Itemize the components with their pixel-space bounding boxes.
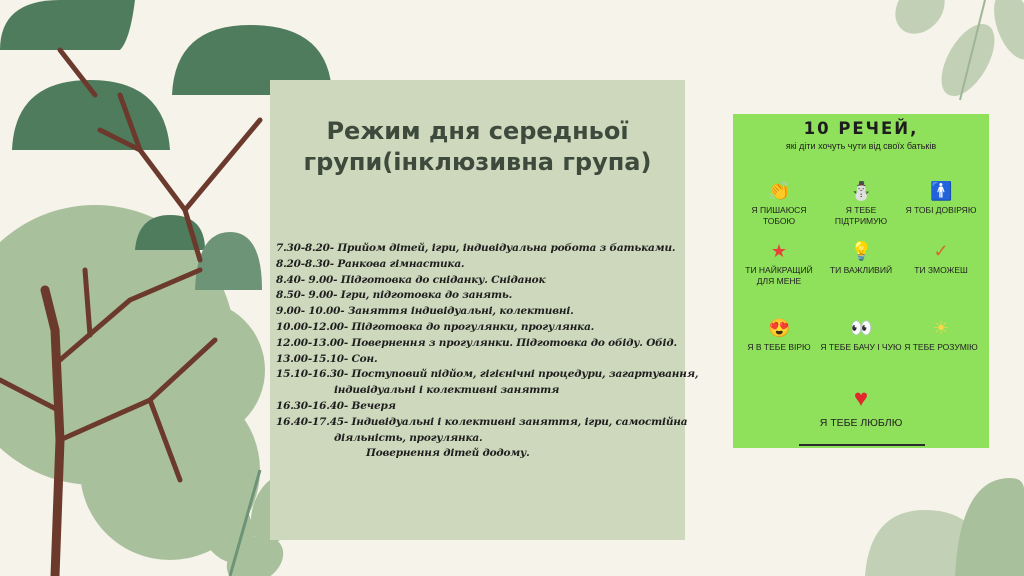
- item-support: [819, 180, 903, 227]
- schedule-item-continued: індивідуальні і колективні заняття: [334, 384, 560, 397]
- schedule-item: 12.00-13.00- Повернення з прогулянки. Підготовка до обіду. Обід.: [276, 336, 677, 349]
- ten-things-card: [733, 114, 989, 448]
- item-understand: [899, 317, 983, 353]
- page-title: [270, 116, 685, 178]
- title-line-1: Режим дня середньої: [326, 117, 629, 145]
- gingerbread-icon: ⛄: [850, 181, 873, 201]
- lightbulb-icon: 💡: [850, 241, 873, 261]
- heart-eyes-icon: 😍: [768, 318, 791, 338]
- item-trust: [899, 180, 983, 216]
- schedule-item: 9.00- 10.00- Заняття індивідуальні, колективні.: [276, 305, 574, 318]
- eyes-icon: 👀: [850, 318, 873, 338]
- schedule-item: 13.00-15.10- Сон.: [276, 352, 378, 365]
- item-label: Я ТЕБЕ РОЗУМІЮ: [904, 342, 978, 352]
- item-important: [819, 240, 903, 276]
- item-love: [791, 385, 931, 429]
- item-label: ТИ ВАЖЛИВИЙ: [829, 265, 893, 275]
- item-best: [737, 240, 821, 287]
- item-label: Я ТЕБЕ БАЧУ І ЧУЮ: [820, 342, 902, 352]
- leaf-shape: [931, 15, 1006, 104]
- schedule-panel: [270, 80, 699, 540]
- dark-canopy: [0, 0, 135, 50]
- item-label: Я ТОБІ ДОВІРЯЮ: [905, 205, 977, 215]
- item-label: ТИ ЗМОЖЕШ: [914, 265, 968, 275]
- clapping-hands-icon: 👏: [768, 181, 791, 201]
- card-title: 10 РЕЧЕЙ,: [803, 119, 919, 138]
- schedule-item: 8.20-8.30- Ранкова гімнастика.: [276, 257, 465, 270]
- shrub: [955, 478, 1024, 576]
- item-label: Я ТЕБЕ ПІДТРИМУЮ: [834, 205, 888, 226]
- item-label: ТИ НАЙКРАЩИЙ ДЛЯ МЕНЕ: [745, 265, 813, 286]
- heart-icon: ♥: [853, 385, 869, 412]
- person-icon: 🚹: [930, 181, 953, 201]
- item-label: Я ТЕБЕ ЛЮБЛЮ: [819, 417, 903, 429]
- card-subtitle: які діти хочуть чути від своїх батьків: [785, 141, 937, 151]
- star-icon: ★: [770, 241, 788, 261]
- item-proud: [737, 180, 821, 227]
- item-believe: [737, 317, 821, 353]
- schedule-item: 7.30-8.20- Прийом дітей, ігри, індивідуальна робота з батьками.: [276, 242, 676, 254]
- schedule-item-continued: Повернення дітей додому.: [366, 447, 530, 460]
- schedule-item: 10.00-12.00- Підготовка до прогулянки, прогулянка.: [276, 320, 595, 333]
- divider-line: [799, 444, 925, 446]
- schedule-item-continued: діяльність, прогулянка.: [334, 431, 483, 444]
- schedule-item: 8.40- 9.00- Підготовка до сніданку. Сніданок: [276, 273, 546, 286]
- schedule-item: 8.50- 9.00- Ігри, підготовка до занять.: [276, 289, 513, 302]
- sun-icon: ☀: [932, 318, 950, 338]
- item-label: Я В ТЕБЕ ВІРЮ: [747, 342, 811, 352]
- leaf-shape: [885, 0, 955, 44]
- title-line-2: групи(інклюзивна група): [303, 148, 652, 176]
- schedule-item: 16.30-16.40- Вечеря: [276, 399, 396, 412]
- item-see-hear: [819, 317, 903, 353]
- schedule-list: [276, 241, 699, 462]
- schedule-item: 15.10-16.30- Поступовий підйом, гігієнічні процедури, загартування,: [276, 368, 699, 381]
- check-icon: ✓: [933, 241, 949, 261]
- schedule-item: 16.40-17.45- Індивідуальні і колективні заняття, ігри, самостійна: [276, 415, 688, 428]
- dark-canopy: [195, 232, 262, 290]
- item-label: Я ПИШАЮСЯ ТОБОЮ: [751, 205, 807, 226]
- item-can-do: [899, 240, 983, 276]
